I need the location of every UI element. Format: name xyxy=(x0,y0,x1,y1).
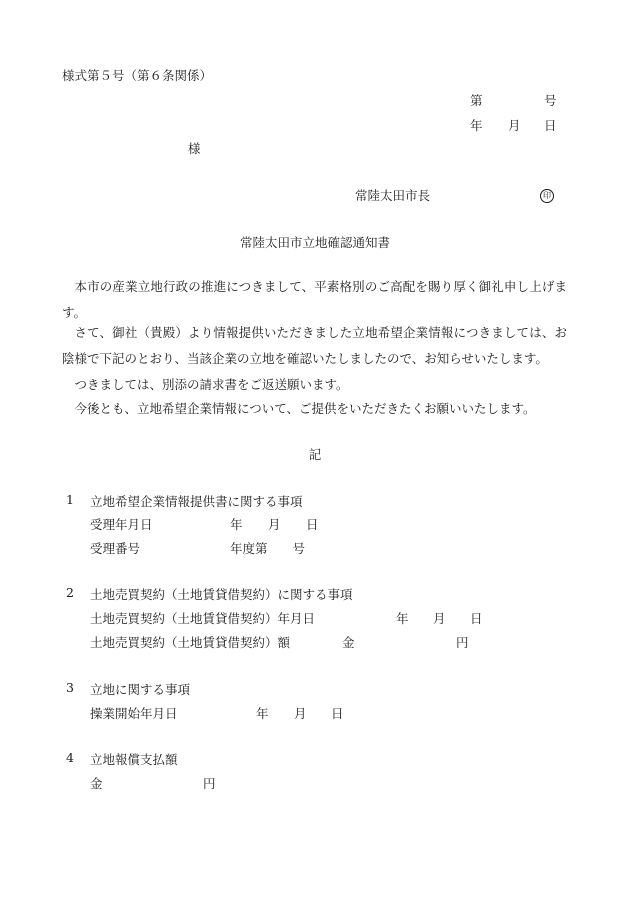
section-2-title: 土地売買契約（土地賃貸借契約）に関する事項 xyxy=(90,587,353,602)
contract-date-label: 土地売買契約（土地賃貸借契約）年月日 xyxy=(90,611,316,626)
contract-date-year: 年 xyxy=(396,611,409,626)
operation-start-year: 年 xyxy=(256,706,269,721)
received-date-year: 年 xyxy=(230,517,243,532)
received-date-month: 月 xyxy=(268,517,281,532)
document-title: 常陸太田市立地確認通知書 xyxy=(239,235,390,250)
section-4-number: 4 xyxy=(66,750,74,765)
contract-amount-kin: 金 xyxy=(342,635,355,650)
contract-amount-yen: 円 xyxy=(456,635,469,650)
addressee-suffix: 様 xyxy=(188,141,201,156)
contract-date-day: 日 xyxy=(470,611,483,626)
operation-start-day: 日 xyxy=(331,706,344,721)
section-3-number: 3 xyxy=(66,680,74,695)
reward-amount-yen: 円 xyxy=(203,776,216,791)
received-date-label: 受理年月日 xyxy=(90,517,153,532)
form-label: 様式第５号（第６条関係） xyxy=(62,68,213,83)
section-1-title: 立地希望企業情報提供書に関する事項 xyxy=(90,494,303,509)
reward-amount-kin: 金 xyxy=(90,776,103,791)
body-paragraph-4: 今後とも、立地希望企業情報について、ご提供をいただきたくお願いいたします。 xyxy=(74,401,536,416)
date-year: 年 xyxy=(470,118,483,133)
section-2-number: 2 xyxy=(66,585,74,600)
contract-date-month: 月 xyxy=(433,611,446,626)
body-paragraph-2: さて、御社（貴殿）より情報提供いただきました立地希望企業情報につきましては、お陰様で下記のとおり、当該企業の立地を確認いたしましたので、お知らせいたします。 xyxy=(62,325,567,366)
date-month: 月 xyxy=(508,118,521,133)
body-paragraph-1: 本市の産業立地行政の推進につきまして、平素格別のご高配を賜り厚く御礼申し上げます。 xyxy=(62,279,567,320)
doc-number-suffix: 号 xyxy=(544,93,557,108)
operation-start-month: 月 xyxy=(294,706,307,721)
section-3-title: 立地に関する事項 xyxy=(90,682,191,697)
date-day: 日 xyxy=(544,118,557,133)
doc-number-prefix: 第 xyxy=(470,93,483,108)
seal-icon: 印 xyxy=(540,189,554,203)
sender-name: 常陸太田市長 xyxy=(355,188,431,203)
ki-heading: 記 xyxy=(308,447,322,462)
body-paragraph-3: つきましては、別添の請求書をご返送願います。 xyxy=(74,377,349,392)
seal-mark xyxy=(540,186,554,203)
contract-amount-label: 土地売買契約（土地賃貸借契約）額 xyxy=(90,635,291,650)
section-4-title: 立地報償支払額 xyxy=(90,752,178,767)
operation-start-label: 操業開始年月日 xyxy=(90,706,178,721)
received-number-value: 年度第 号 xyxy=(230,541,306,556)
received-date-day: 日 xyxy=(306,517,319,532)
section-1-number: 1 xyxy=(66,492,74,507)
received-number-label: 受理番号 xyxy=(90,541,141,556)
